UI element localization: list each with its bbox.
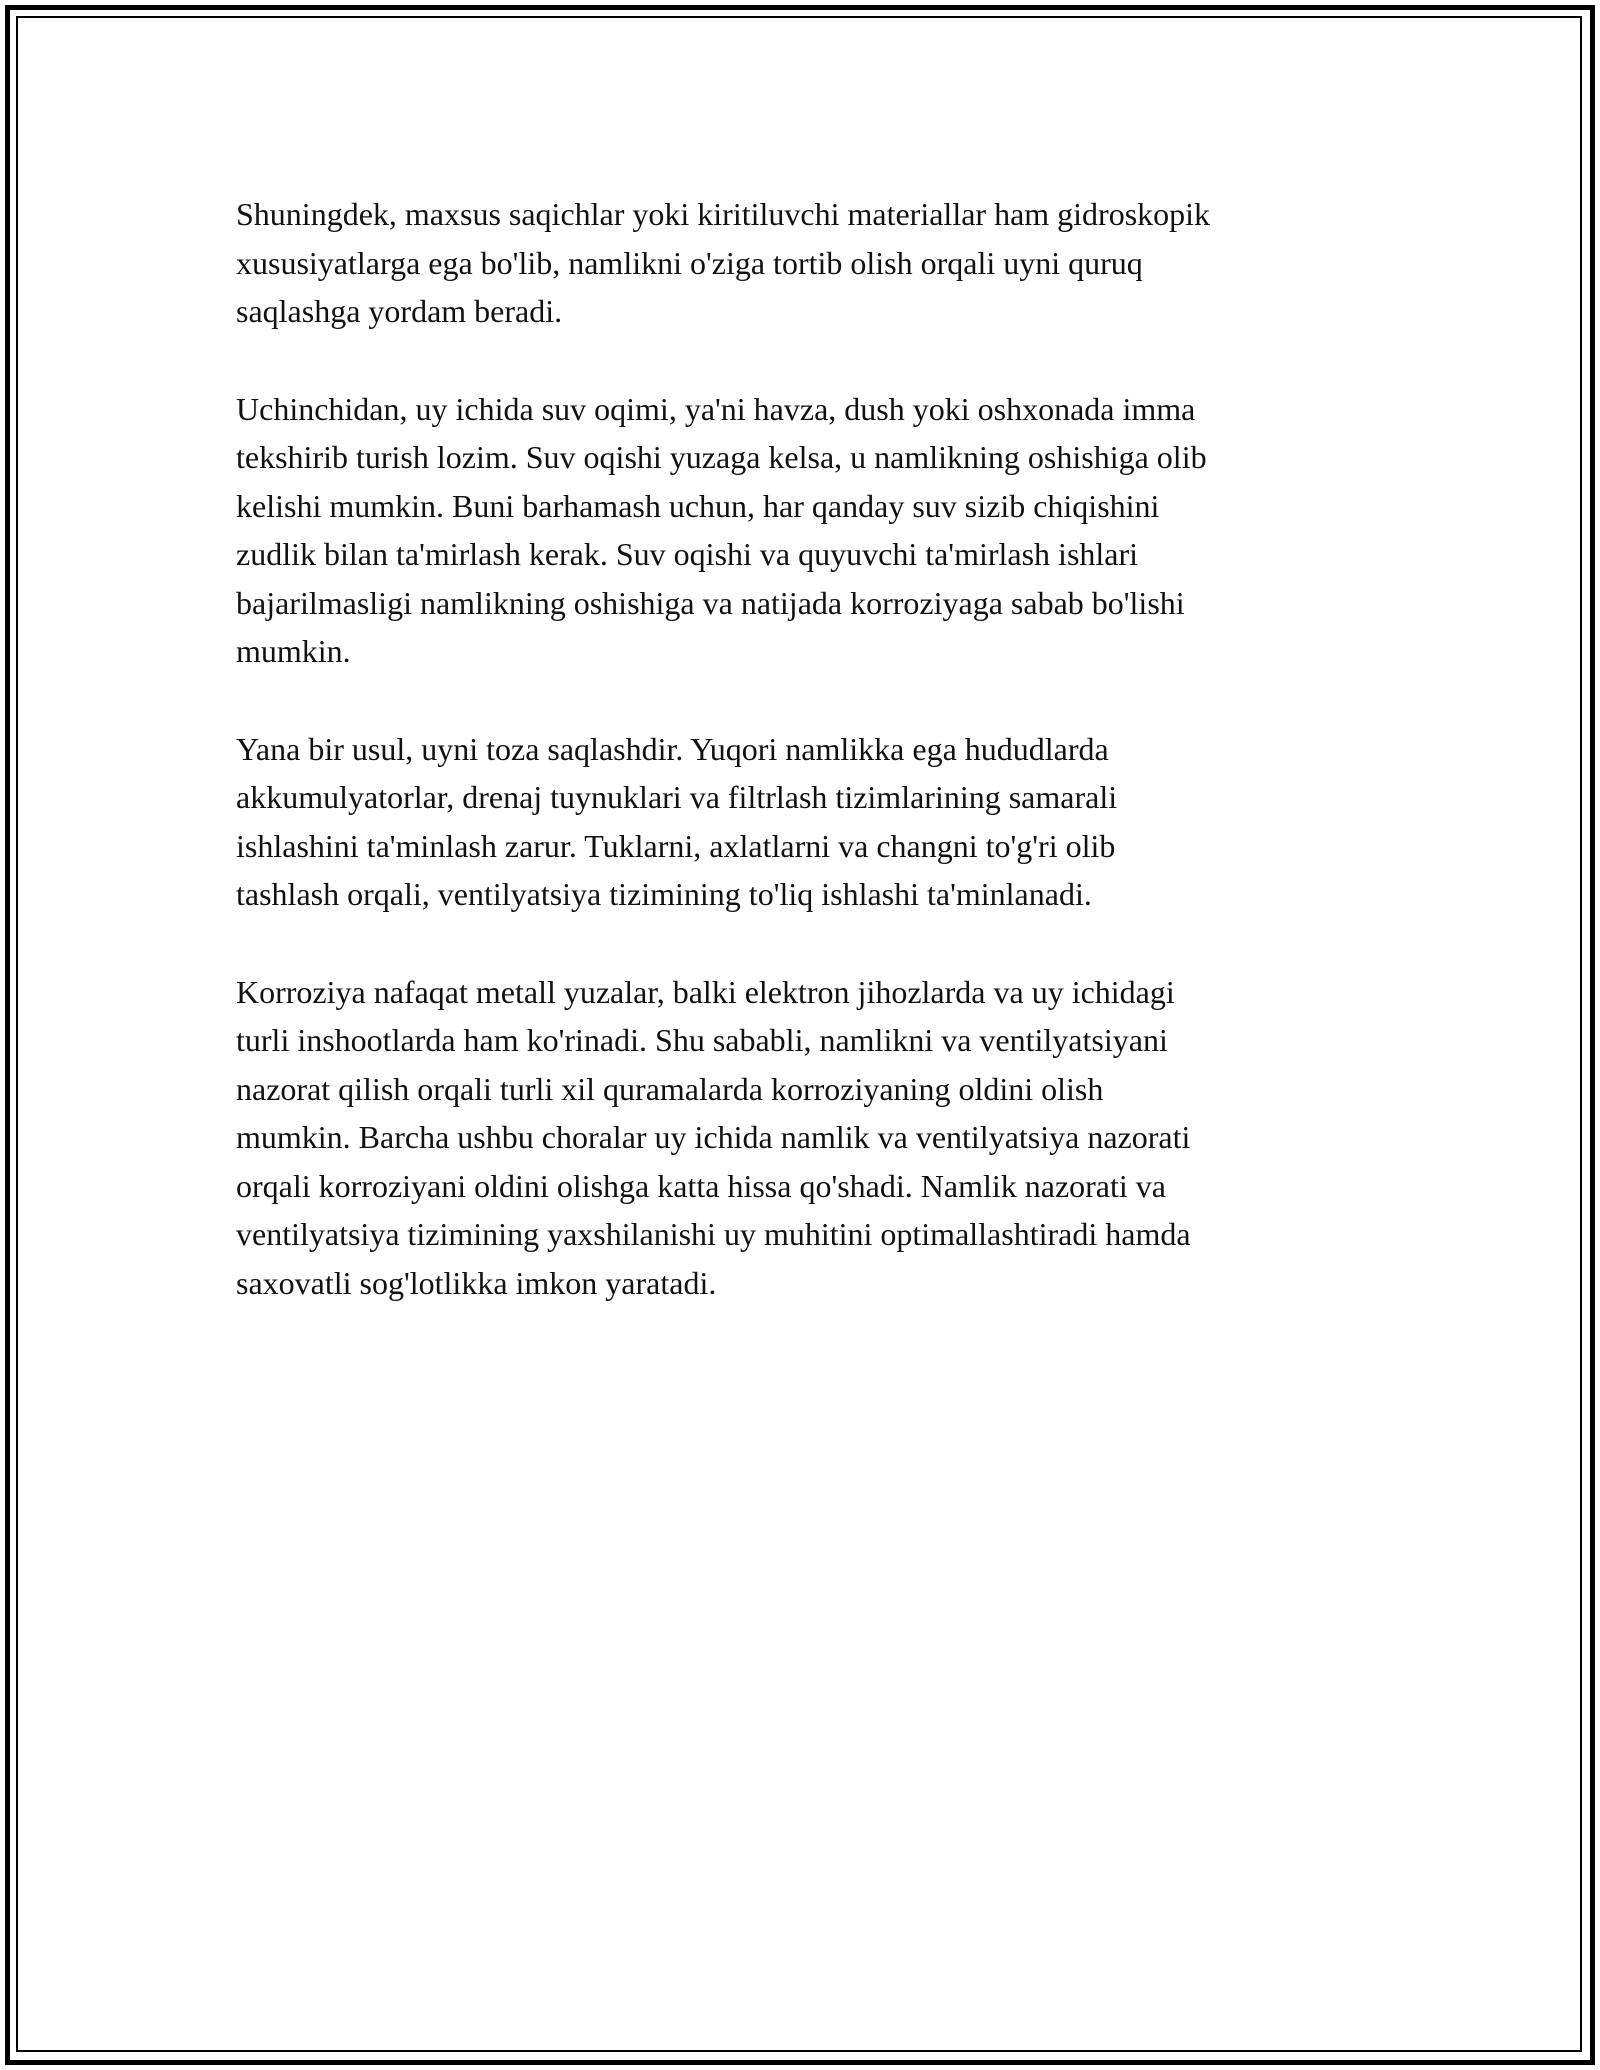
text-line: ventilyatsiya tizimining yaxshilanishi uy muhitini optimallashtiradi hamda: [236, 1216, 1191, 1252]
text-line: nazorat qilish orqali turli xil quramalarda korroziyaning oldini olish: [236, 1070, 1104, 1107]
paragraph-2: [236, 385, 1366, 676]
paragraph-1: [236, 190, 1366, 336]
text-line: mumkin.: [236, 633, 351, 669]
text-line: saxovatli sog'lotlikka imkon yaratadi.: [236, 1264, 717, 1301]
text-line: Yana bir usul, uyni toza saqlashdir. Yuqori namlikka ega hududlarda: [236, 730, 1109, 767]
text-line: Korroziya nafaqat metall yuzalar, balki elektron jihozlarda va uy ichidagi: [236, 973, 1175, 1010]
text-line: orqali korroziyani oldini olishga katta hissa qo'shadi. Namlik nazorati va: [236, 1167, 1166, 1204]
text-line: Uchinchidan, uy ichida suv oqimi, ya'ni havza, dush yoki oshxonada imma: [236, 390, 1196, 427]
text-line: saqlashga yordam beradi.: [236, 293, 563, 329]
text-line: zudlik bilan ta'mirlash kerak. Suv oqishi va quyuvchi ta'mirlash ishlari: [236, 536, 1139, 572]
text-line: akkumulyatorlar, drenaj tuynuklari va filtrlash tizimlarining samarali: [236, 779, 1118, 815]
text-line: bajarilmasligi namlikning oshishiga va natijada korroziyaga sabab bo'lishi: [236, 584, 1185, 621]
text-line: mumkin. Barcha ushbu choralar uy ichida namlik va ventilyatsiya nazorati: [236, 1119, 1191, 1155]
text-line: tashlash orqali, ventilyatsiya tizimining to'liq ishlashi ta'minlanadi.: [236, 876, 1092, 912]
paragraph-3: [236, 725, 1366, 919]
text-line: tekshirib turish lozim. Suv oqishi yuzaga kelsa, u namlikning oshishiga olib: [236, 439, 1207, 475]
document-body: [236, 190, 1366, 1356]
text-line: ishlashini ta'minlash zarur. Tuklarni, axlatlarni va changni to'g'ri olib: [236, 827, 1116, 864]
text-line: xususiyatlarga ega bo'lib, namlikni o'ziga tortib olish orqali uyni quruq: [236, 244, 1143, 281]
text-line: kelishi mumkin. Buni barhamash uchun, har qanday suv sizib chiqishini: [236, 487, 1160, 524]
text-line: Shuningdek, maxsus saqichlar yoki kiritiluvchi materiallar ham gidroskopik: [236, 196, 1211, 232]
text-line: turli inshootlarda ham ko'rinadi. Shu sababli, namlikni va ventilyatsiyani: [236, 1022, 1168, 1058]
paragraph-4: [236, 968, 1366, 1308]
